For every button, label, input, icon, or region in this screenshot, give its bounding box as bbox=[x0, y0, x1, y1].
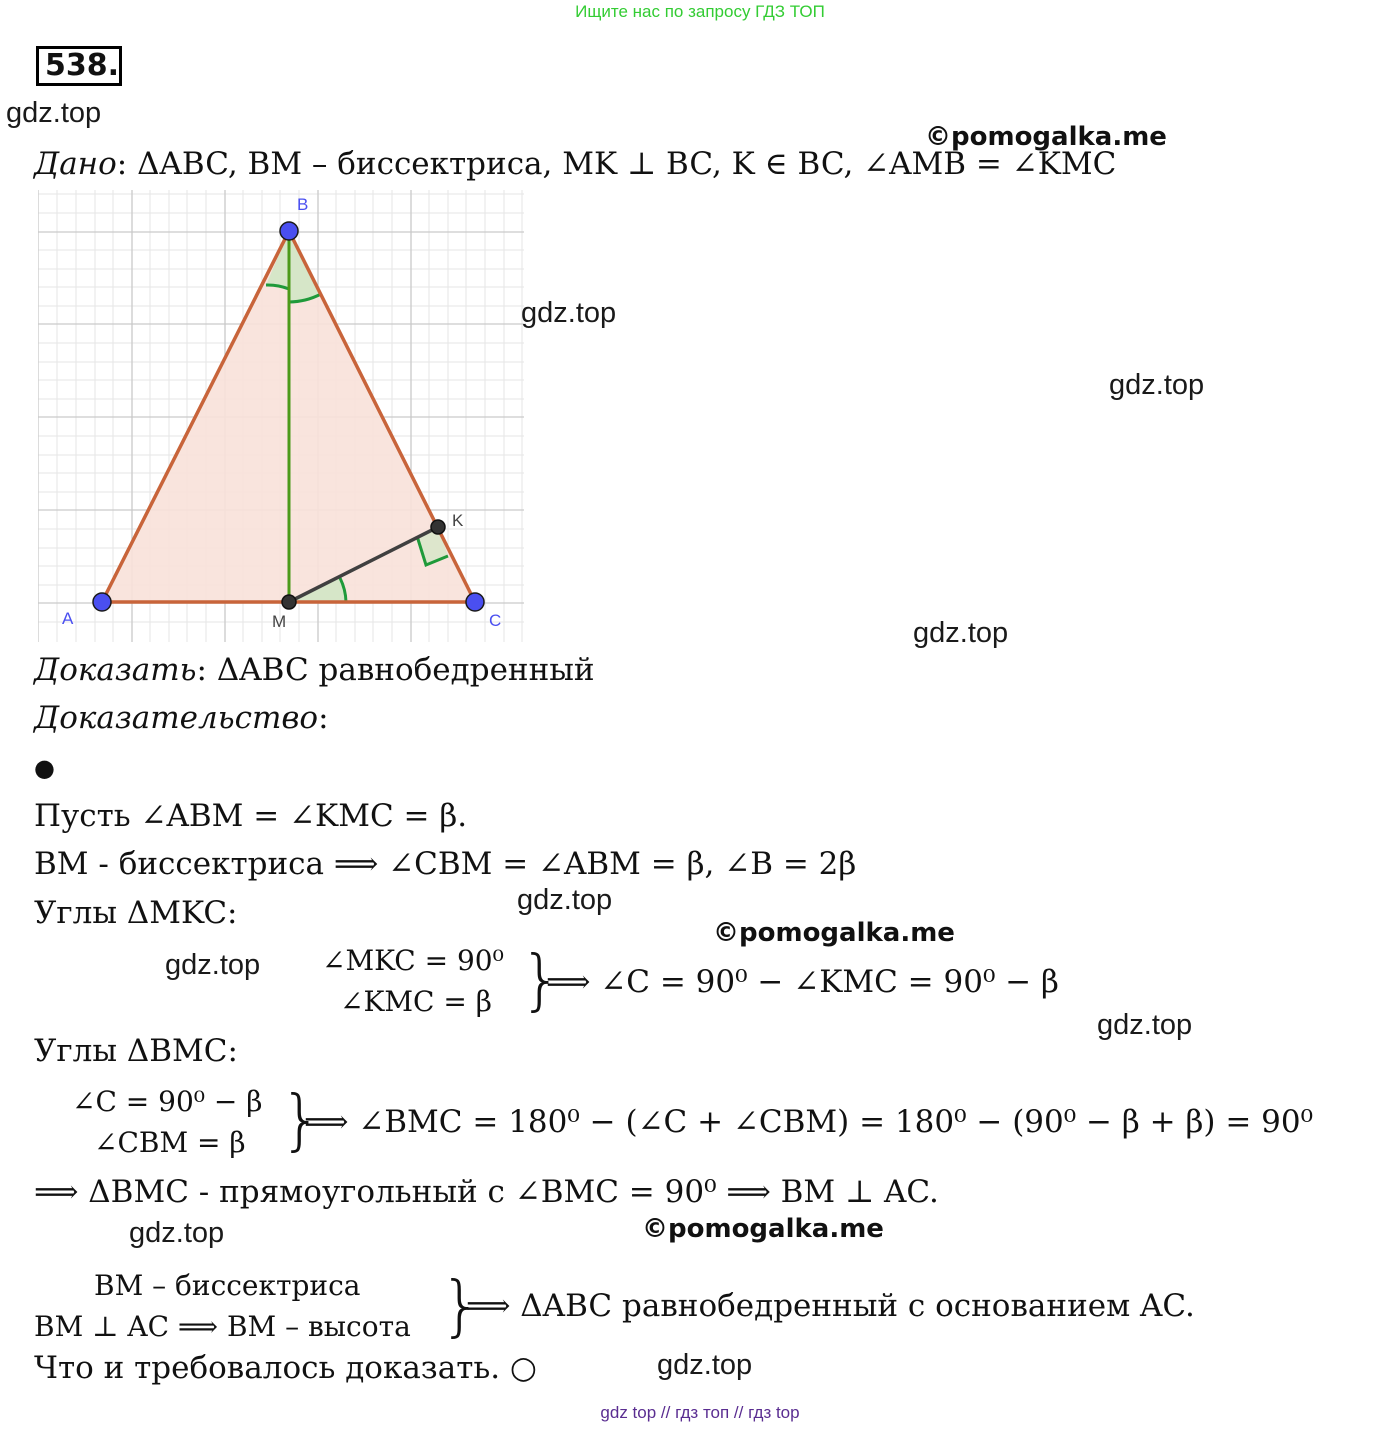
proof-colon: : bbox=[318, 700, 329, 736]
given-text: : ΔABC, BM – биссектриса, MK ⊥ BC, K ∈ BC, ∠AMB = ∠KMC bbox=[116, 146, 1117, 182]
watermark-gdz: gdz.top bbox=[1109, 369, 1205, 401]
system1-brace: } bbox=[520, 941, 562, 1018]
system2-result: ⟹ ∠BMC = 180⁰ − (∠C + ∠CBM) = 180⁰ − (90⁰ − β + β) = 90⁰ bbox=[304, 1104, 1314, 1140]
proof-line-2: BM - биссектриса ⟹ ∠CBM = ∠ABM = β, ∠B = 2β bbox=[34, 846, 857, 882]
proof-line-1: Пусть ∠ABM = ∠KMC = β. bbox=[34, 798, 468, 834]
prove-line bbox=[34, 652, 595, 688]
angles-bmc-label: Углы ΔBMC: bbox=[34, 1033, 238, 1069]
label-k: K bbox=[452, 511, 464, 530]
system3-line-a: BM – биссектриса bbox=[94, 1269, 361, 1302]
proof-heading bbox=[34, 700, 329, 736]
given-label: Дано bbox=[34, 146, 117, 182]
watermark-gdz: gdz.top bbox=[657, 1349, 753, 1381]
watermark-gdz: gdz.top bbox=[165, 949, 261, 981]
proof-label: Доказательство bbox=[34, 700, 319, 736]
triangle-figure bbox=[38, 190, 524, 642]
point-b bbox=[280, 222, 298, 240]
watermark-gdz: gdz.top bbox=[1097, 1009, 1193, 1041]
prove-label: Доказать bbox=[34, 652, 197, 688]
system3-line-b: BM ⊥ AC ⟹ BM – высота bbox=[34, 1310, 411, 1343]
point-k bbox=[431, 520, 445, 534]
angles-mkc-label: Углы ΔMKC: bbox=[34, 895, 238, 931]
system1-line-b: ∠KMC = β bbox=[340, 985, 492, 1018]
point-m bbox=[282, 595, 296, 609]
top-banner[interactable]: Ищите нас по запросу ГДЗ ТОП bbox=[575, 2, 825, 21]
watermark-gdz: gdz.top bbox=[521, 297, 617, 329]
system3-brace: } bbox=[440, 1267, 482, 1344]
system2-line-a: ∠C = 90⁰ − β bbox=[72, 1085, 263, 1118]
problem-number: 538. bbox=[36, 46, 122, 86]
footer-links[interactable]: gdz top // гдз топ // гдз top bbox=[600, 1403, 800, 1422]
watermark-pomogalka: ©pomogalka.me bbox=[642, 1214, 884, 1244]
system2-brace: } bbox=[280, 1081, 322, 1158]
label-b: B bbox=[297, 195, 309, 214]
bullet-icon: ● bbox=[34, 754, 55, 782]
system2-line-b: ∠CBM = β bbox=[94, 1126, 246, 1159]
prove-text: : ΔABC равнобедренный bbox=[196, 652, 595, 688]
label-c: C bbox=[489, 611, 502, 630]
watermark-gdz: gdz.top bbox=[129, 1217, 225, 1249]
watermark-gdz: gdz.top bbox=[913, 617, 1009, 649]
label-m: M bbox=[272, 612, 287, 631]
point-a bbox=[93, 593, 111, 611]
watermark-pomogalka: ©pomogalka.me bbox=[925, 122, 1167, 152]
system1-result: ⟹ ∠C = 90⁰ − ∠KMC = 90⁰ − β bbox=[546, 964, 1059, 1000]
watermark-gdz: gdz.top bbox=[6, 97, 102, 129]
given-line bbox=[34, 146, 1116, 182]
system1-line-a: ∠MKC = 90⁰ bbox=[322, 944, 504, 977]
proof-line-right: ⟹ ΔBMC - прямоугольный с ∠BMC = 90⁰ ⟹ BM ⊥ AC. bbox=[34, 1174, 939, 1210]
system3-result: ⟹ ΔABC равнобедренный с основанием AC. bbox=[466, 1288, 1195, 1324]
point-c bbox=[466, 593, 484, 611]
watermark-gdz: gdz.top bbox=[517, 884, 613, 916]
watermark-pomogalka: ©pomogalka.me bbox=[713, 918, 955, 948]
conclusion: Что и требовалось доказать. ○ bbox=[34, 1350, 537, 1386]
label-a: A bbox=[62, 609, 74, 628]
